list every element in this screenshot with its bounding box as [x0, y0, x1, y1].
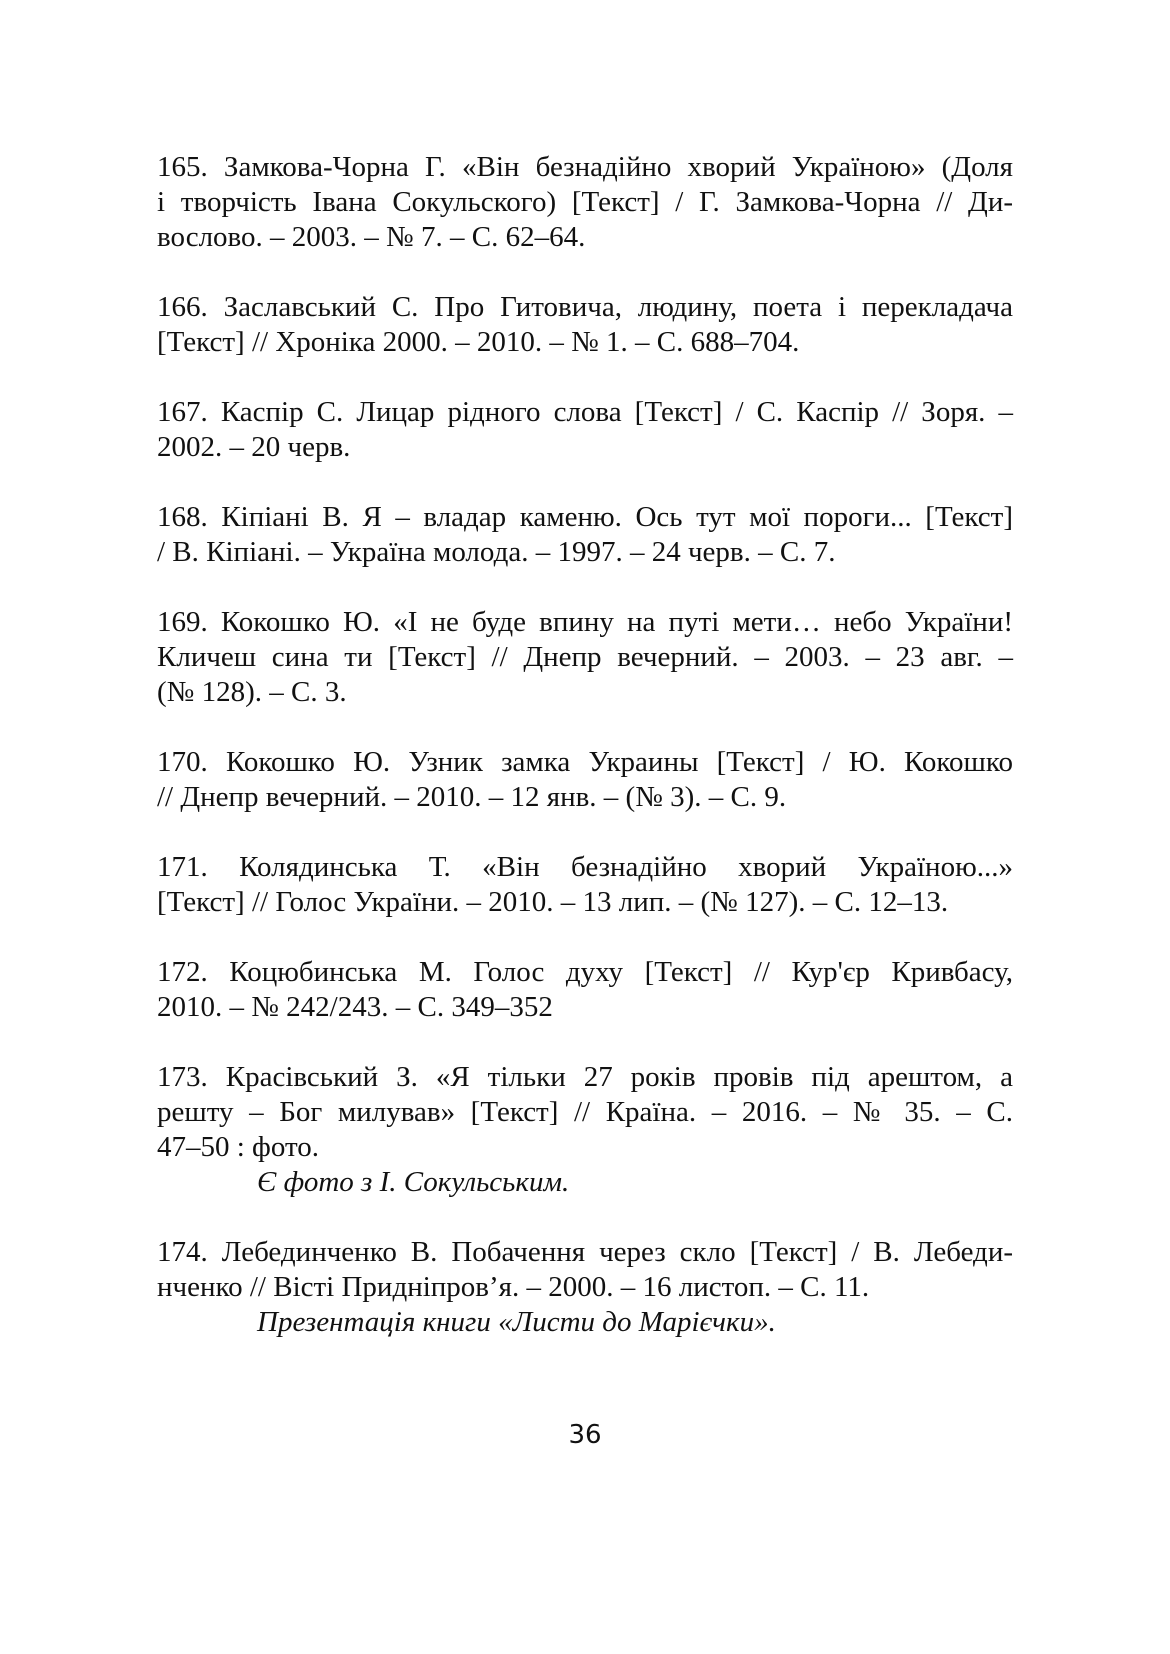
- bibliography-entry-169: [157, 605, 1013, 710]
- bibliography-entry-174: [157, 1235, 1013, 1340]
- entry-line: / В. Кіпіані. – Україна молода. – 1997. – 24 черв. – С. 7.: [157, 536, 836, 568]
- bibliography-entry-167: [157, 395, 1013, 465]
- entry-line: і творчість Івана Сокульского) [Текст] / Г. Замкова-Чорна // Ди-: [157, 186, 1013, 218]
- entry-line: 171. Колядинська Т. «Він безнадійно хворий Україною...»: [157, 851, 1013, 883]
- entry-line: 166. Заславський С. Про Гитовича, людину, поета і перекладача: [157, 291, 1013, 323]
- entry-line: // Днепр вечерний. – 2010. – 12 янв. – (№ 3). – С. 9.: [157, 781, 787, 813]
- bibliography-entry-171: [157, 850, 1013, 920]
- entry-line: 170. Кокошко Ю. Узник замка Украины [Текст] / Ю. Кокошко: [157, 746, 1013, 778]
- bibliography-entry-166: [157, 290, 1013, 360]
- entry-line: [Текст] // Голос України. – 2010. – 13 лип. – (№ 127). – С. 12–13.: [157, 886, 949, 918]
- bibliography-entry-168: [157, 500, 1013, 570]
- entry-line: 165. Замкова-Чорна Г. «Він безнадійно хворий Україною» (Доля: [157, 151, 1013, 183]
- entry-line: 2010. – № 242/243. – С. 349–352: [157, 991, 553, 1023]
- entry-line: 168. Кіпіані В. Я – владар каменю. Ось тут мої пороги... [Текст]: [157, 501, 1013, 533]
- entry-line: 172. Коцюбинська М. Голос духу [Текст] // Кур'єр Кривбасу,: [157, 956, 1013, 988]
- entry-line: 2002. – 20 черв.: [157, 431, 351, 463]
- entry-line: 169. Кокошко Ю. «І не буде впину на путі мети… небо України!: [157, 606, 1013, 638]
- entry-line: 174. Лебединченко В. Побачення через скло [Текст] / В. Лебеди-: [157, 1236, 1013, 1268]
- entry-line: 47–50 : фото.: [157, 1131, 320, 1163]
- entry-line: решту – Бог милував» [Текст] // Країна. – 2016. – № 35. – С.: [157, 1096, 1013, 1128]
- entry-note: Презентація книги «Листи до Марієчки».: [257, 1306, 776, 1338]
- bibliography-entry-172: [157, 955, 1013, 1025]
- entry-line: (№ 128). – С. 3.: [157, 676, 347, 708]
- entry-note: Є фото з І. Сокульським.: [257, 1166, 570, 1198]
- page-number: 36: [568, 1420, 602, 1450]
- entry-line: Кличеш сина ти [Текст] // Днепр вечерний. – 2003. – 23 авг. –: [157, 641, 1013, 673]
- entry-line: 167. Каспір С. Лицар рідного слова [Текст] / С. Каспір // Зоря. –: [157, 396, 1013, 428]
- entry-line: вослово. – 2003. – № 7. – С. 62–64.: [157, 221, 586, 253]
- bibliography-entry-165: [157, 150, 1013, 255]
- entry-line: нченко // Вісті Придніпров’я. – 2000. – 16 листоп. – С. 11.: [157, 1271, 870, 1303]
- entry-line: 173. Красівський З. «Я тільки 27 років провів під арештом, а: [157, 1061, 1013, 1093]
- bibliography-entry-170: [157, 745, 1013, 815]
- entry-line: [Текст] // Хроніка 2000. – 2010. – № 1. – С. 688–704.: [157, 326, 800, 358]
- bibliography-list: [157, 150, 1013, 1375]
- bibliography-entry-173: [157, 1060, 1013, 1200]
